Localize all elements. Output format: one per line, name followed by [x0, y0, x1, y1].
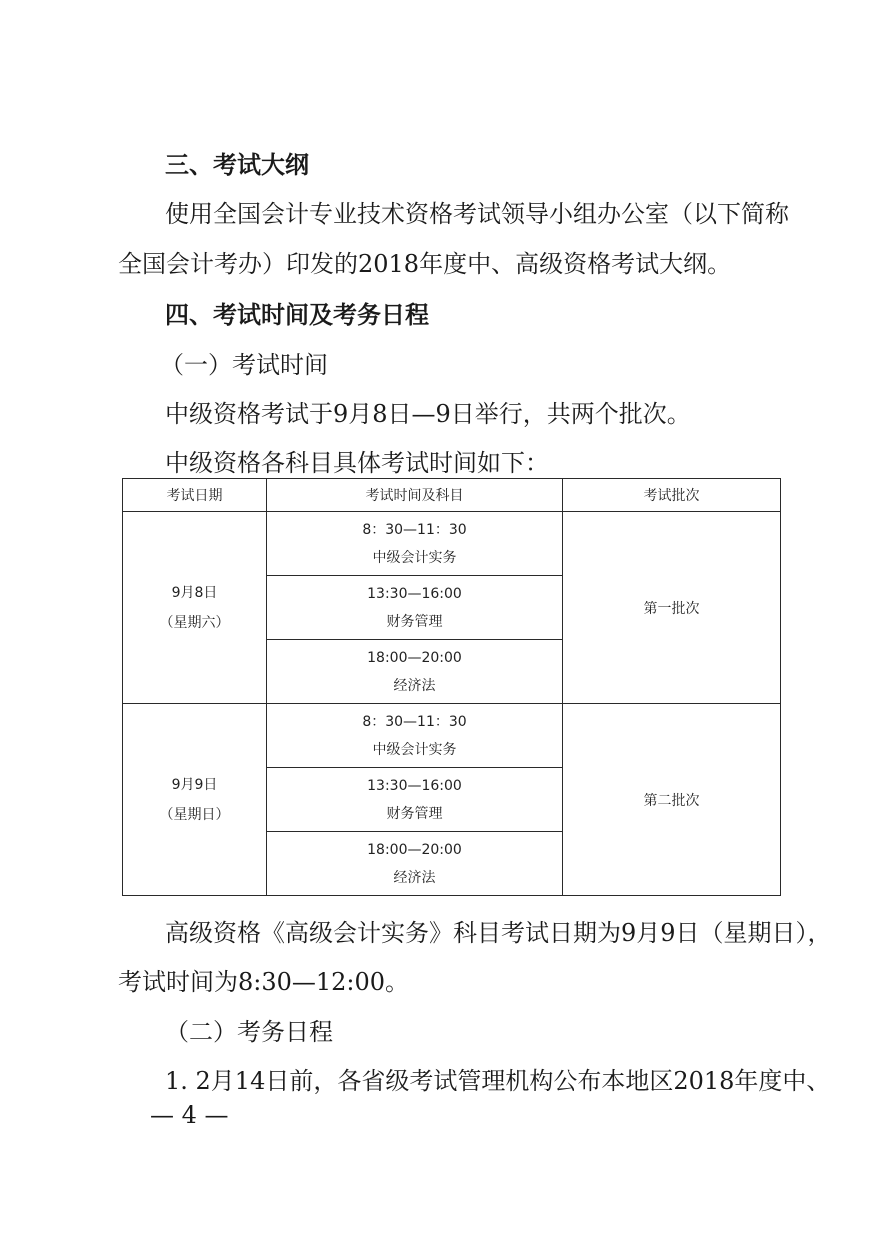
table-header-row [123, 479, 781, 512]
slot-subject: 中级会计实务 [372, 549, 457, 566]
slot-time: 18:00—20:00 [367, 841, 462, 858]
table-row [123, 704, 781, 768]
time-subject-cell [267, 832, 563, 896]
time-subject-cell [267, 576, 563, 640]
time-subject-cell [267, 768, 563, 832]
senior-exam-line-1: 高级资格《高级会计实务》科目考试日期为9月9日（星期日）， [165, 919, 832, 947]
slot-subject: 财务管理 [386, 805, 443, 822]
table-row [123, 512, 781, 576]
senior-exam-line-2: 考试时间为8:30—12:00。 [118, 968, 410, 996]
slot-time: 8：30—11：30 [362, 521, 467, 538]
section-3-heading: 三、考试大纲 [165, 151, 309, 179]
date-cell [123, 704, 267, 896]
page-number: — 4 — [150, 1101, 229, 1129]
slot-time: 13:30—16:00 [367, 777, 462, 794]
slot-subject: 中级会计实务 [372, 741, 457, 758]
exam-dates-paragraph: 中级资格考试于9月8日—9日举行，共两个批次。 [165, 400, 691, 428]
header-exam-time-subject: 考试时间及科目 [267, 479, 563, 512]
schedule-item-1: 1. 2月14日前，各省级考试管理机构公布本地区2018年度中、 [165, 1067, 831, 1095]
slot-subject: 经济法 [393, 677, 436, 694]
slot-time: 18:00—20:00 [367, 649, 462, 666]
batch-cell: 第一批次 [563, 512, 781, 704]
slot-subject: 财务管理 [386, 613, 443, 630]
section-3-paragraph-line-2: 全国会计考办）印发的2018年度中、高级资格考试大纲。 [118, 250, 732, 278]
date-cell [123, 512, 267, 704]
header-exam-batch: 考试批次 [563, 479, 781, 512]
section-4-heading: 四、考试时间及考务日程 [165, 301, 429, 329]
subsection-2-heading: （二）考务日程 [165, 1018, 333, 1046]
slot-time: 8：30—11：30 [362, 713, 467, 730]
date-label: 9月9日 [171, 776, 218, 793]
schedule-intro-paragraph: 中级资格各科目具体考试时间如下： [165, 449, 549, 477]
weekday-label: （星期六） [159, 614, 230, 631]
exam-schedule-table [122, 478, 781, 896]
slot-time: 13:30—16:00 [367, 585, 462, 602]
batch-cell: 第二批次 [563, 704, 781, 896]
time-subject-cell [267, 704, 563, 768]
header-exam-date: 考试日期 [123, 479, 267, 512]
time-subject-cell [267, 640, 563, 704]
time-subject-cell [267, 512, 563, 576]
slot-subject: 经济法 [393, 869, 436, 886]
subsection-1-heading: （一）考试时间 [160, 351, 328, 379]
weekday-label: （星期日） [159, 806, 230, 823]
section-3-paragraph-line-1: 使用全国会计专业技术资格考试领导小组办公室（以下简称 [165, 200, 789, 228]
date-label: 9月8日 [171, 584, 218, 601]
